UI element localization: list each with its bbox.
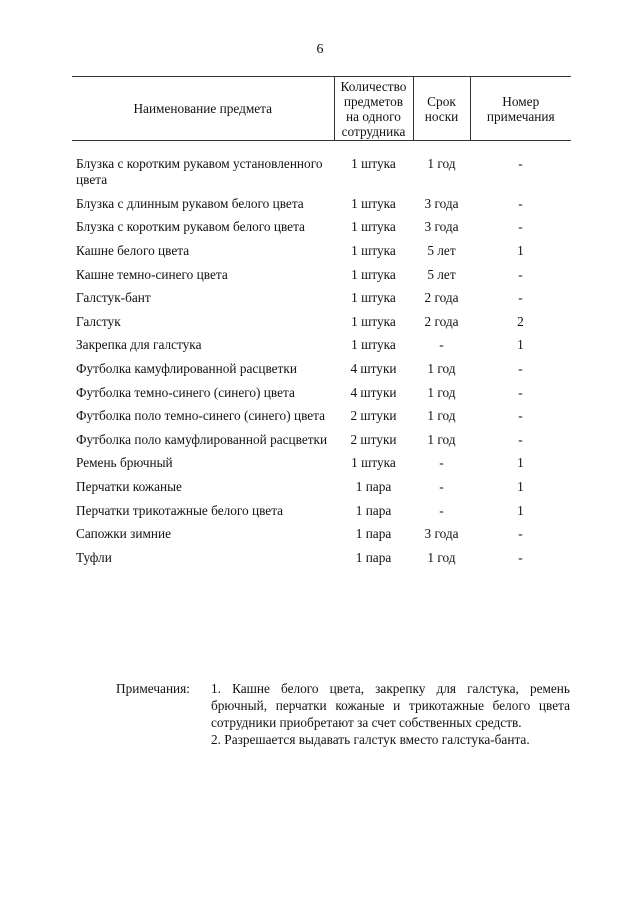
table-row <box>72 429 571 453</box>
table-row <box>72 523 571 547</box>
cell-note-number: 1 <box>517 243 524 259</box>
cell-wear-term: 1 год <box>427 361 456 377</box>
page-number: 6 <box>316 42 324 57</box>
cell-quantity: 2 штуки <box>350 431 397 447</box>
cell-wear-term: 5 лет <box>427 243 456 259</box>
cell-item-name: Блузка с длинным рукавом белого цвета <box>76 195 304 211</box>
cell-note-number: - <box>518 219 523 235</box>
cell-quantity: 1 штука <box>351 337 396 353</box>
cell-note-number: - <box>518 156 523 172</box>
cell-item-name: Кашне темно-синего цвета <box>76 266 228 282</box>
cell-wear-term: 1 год <box>427 384 456 400</box>
table-row <box>72 240 571 264</box>
table-row <box>72 311 571 335</box>
cell-note-number: - <box>518 290 523 306</box>
cell-quantity: 1 пара <box>355 526 392 542</box>
note-item: 1. Кашне белого цвета, закрепку для галстука, ремень брючный, перчатки кожаные и трикотажные белого цвета сотрудники приобретают за счет собственных средств. <box>211 681 570 730</box>
table-row <box>72 452 571 476</box>
cell-note-number: 1 <box>517 455 524 471</box>
cell-quantity: 1 штука <box>351 266 396 282</box>
table-row <box>72 381 571 405</box>
table-row <box>72 405 571 429</box>
header-wear-term: Срок носки <box>413 77 470 141</box>
table-row <box>72 263 571 287</box>
cell-quantity: 1 пара <box>355 549 392 565</box>
cell-wear-term: 3 года <box>424 219 459 235</box>
cell-quantity: 4 штуки <box>350 384 397 400</box>
table-header-row <box>72 77 571 141</box>
table-row <box>72 334 571 358</box>
cell-wear-term: - <box>439 455 444 471</box>
cell-note-number: 2 <box>517 313 524 329</box>
table-row <box>72 476 571 500</box>
table-row <box>72 499 571 523</box>
table-row <box>72 287 571 311</box>
uniform-items-table <box>72 76 571 570</box>
cell-wear-term: 1 год <box>427 156 456 172</box>
cell-wear-term: - <box>439 337 444 353</box>
cell-wear-term: 3 года <box>424 526 459 542</box>
table-row <box>72 193 571 217</box>
cell-wear-term: 5 лет <box>427 266 456 282</box>
cell-item-name: Кашне белого цвета <box>76 243 190 259</box>
cell-item-name: Туфли <box>76 549 112 565</box>
cell-note-number: - <box>518 549 523 565</box>
cell-wear-term: 2 года <box>424 290 459 306</box>
cell-item-name: Футболка темно-синего (синего) цвета <box>76 384 295 400</box>
notes-label: Примечания: <box>116 681 190 696</box>
cell-note-number: - <box>518 384 523 400</box>
cell-item-name: Футболка камуфлированной расцветки <box>76 361 297 377</box>
header-quantity: Количество предметов на одного сотрудника <box>334 77 413 141</box>
cell-quantity: 1 штука <box>351 156 396 172</box>
table-row <box>72 153 571 193</box>
cell-note-number: 1 <box>517 479 524 495</box>
cell-item-name: Закрепка для галстука <box>76 337 202 353</box>
cell-note-number: - <box>518 408 523 424</box>
cell-item-name: Ремень брючный <box>76 455 173 471</box>
cell-item-name: Галстук-бант <box>76 290 151 306</box>
cell-note-number: - <box>518 195 523 211</box>
cell-quantity: 1 пара <box>355 479 392 495</box>
cell-wear-term: 3 года <box>424 195 459 211</box>
table-row <box>72 547 571 571</box>
cell-wear-term: 2 года <box>424 313 459 329</box>
cell-note-number: 1 <box>517 337 524 353</box>
cell-note-number: - <box>518 526 523 542</box>
cell-wear-term: - <box>439 479 444 495</box>
note-item: 2. Разрешается выдавать галстук вместо галстука-банта. <box>211 732 530 747</box>
cell-quantity: 1 пара <box>355 502 392 518</box>
cell-item-name: Перчатки кожаные <box>76 479 182 495</box>
cell-wear-term: 1 год <box>427 549 456 565</box>
table-body <box>72 141 571 571</box>
cell-note-number: 1 <box>517 502 524 518</box>
cell-note-number: - <box>518 361 523 377</box>
cell-item-name: Перчатки трикотажные белого цвета <box>76 502 284 518</box>
notes-list <box>211 680 570 748</box>
cell-wear-term: - <box>439 502 444 518</box>
table-row <box>72 358 571 382</box>
table-row <box>72 216 571 240</box>
cell-quantity: 1 штука <box>351 290 396 306</box>
cell-quantity: 1 штука <box>351 243 396 259</box>
cell-item-name: Футболка поло темно-синего (синего) цвета <box>76 408 326 424</box>
cell-quantity: 1 штука <box>351 219 396 235</box>
cell-item-name: Футболка поло камуфлированной расцветки <box>76 431 328 447</box>
cell-quantity: 4 штуки <box>350 361 397 377</box>
cell-note-number: - <box>518 266 523 282</box>
header-note-number: Номер примечания <box>470 77 571 141</box>
cell-item-name: Блузка с коротким рукавом белого цвета <box>76 219 305 235</box>
cell-wear-term: 1 год <box>427 408 456 424</box>
cell-quantity: 1 штука <box>351 195 396 211</box>
cell-note-number: - <box>518 431 523 447</box>
cell-quantity: 1 штука <box>351 455 396 471</box>
cell-quantity: 1 штука <box>351 313 396 329</box>
cell-wear-term: 1 год <box>427 431 456 447</box>
cell-quantity: 2 штуки <box>350 408 397 424</box>
cell-item-name: Блузка с коротким рукавом установленного цвета <box>76 156 323 188</box>
cell-item-name: Сапожки зимние <box>76 526 172 542</box>
header-item-name: Наименование предмета <box>133 101 273 116</box>
cell-item-name: Галстук <box>76 313 121 329</box>
